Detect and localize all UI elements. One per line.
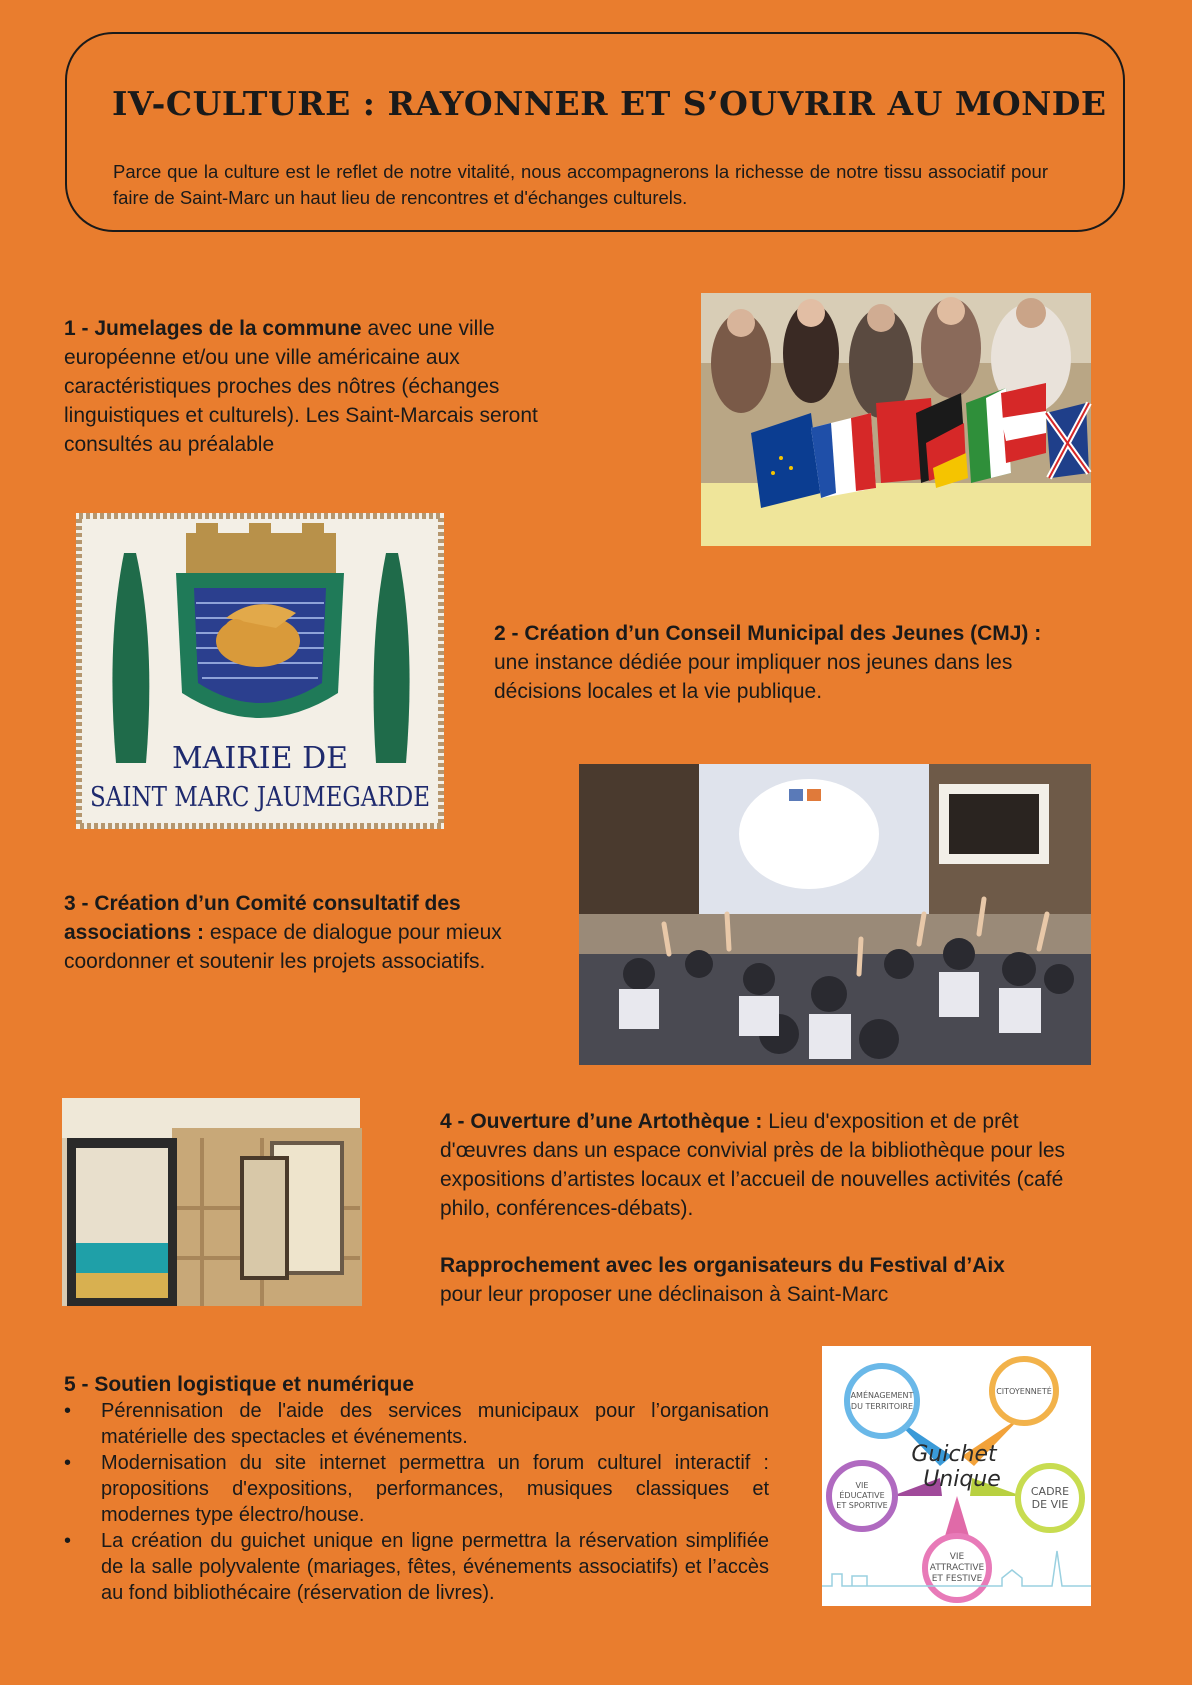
guichet-c3-l1: VIE	[855, 1481, 869, 1490]
section-5	[64, 1372, 769, 1606]
guichet-c3-l2: ÉDUCATIVE	[839, 1491, 885, 1500]
guichet-title-1: Guichet	[911, 1442, 997, 1467]
section-3	[64, 889, 564, 976]
artotheque-photo	[62, 1098, 360, 1306]
section-2	[494, 619, 1094, 706]
section-1-text: avec une ville européenne et/ou une ville américaine aux caractéristiques proches des nôtres (échanges linguistiques et culturels). Les Saint-Marcais seront consultés au préalable	[64, 317, 538, 456]
festival-block	[440, 1251, 1100, 1309]
section-4-heading: 4 - Ouverture d’une Artothèque :	[440, 1110, 763, 1133]
guichet-c1-l1: AMÉNAGEMENT	[850, 1391, 914, 1400]
guichet-c3-l3: ET SPORTIVE	[836, 1501, 888, 1510]
mairie-sign-line2: SAINT MARC JAUMEGARDE	[90, 782, 430, 813]
header-box	[65, 32, 1125, 232]
section-3-heading: 3 - Création d’un Comité consultatif des associations :	[64, 892, 461, 944]
list-item: • Pérennisation de l'aide des services municipaux pour l’organisation matérielle des spectacles et événements.	[64, 1398, 769, 1450]
guichet-c5-l1: VIE	[949, 1552, 965, 1562]
flags-photo	[701, 293, 1091, 546]
section-3-text: espace de dialogue pour mieux coordonner et soutenir les projets associatifs.	[64, 921, 502, 973]
section-1-heading: 1 - Jumelages de la commune	[64, 317, 362, 340]
section-2-text: une instance dédiée pour impliquer nos jeunes dans les décisions locales et la vie publique.	[494, 651, 1013, 703]
guichet-c4-l1: CADRE	[1030, 1485, 1070, 1498]
section-1	[64, 314, 594, 459]
list-item: • Modernisation du site internet permettra un forum culturel interactif : propositions d'expositions, performances, musiques classiques et modernes type électro/house.	[64, 1450, 769, 1528]
guichet-c1-l2: DU TERRITOIRE	[850, 1402, 914, 1411]
guichet-c5-l2: ATTRACTIVE	[929, 1563, 985, 1573]
section-5-heading: 5 - Soutien logistique et numérique	[64, 1373, 415, 1396]
section-4-text: Lieu d'exposition et de prêt d'œuvres dans un espace convivial près de la bibliothèque pour les expositions d’artistes locaux et l’accueil de nouvelles activités (café philo, conférences-débats).	[440, 1110, 1066, 1220]
guichet-c2-l1: CITOYENNETÉ	[996, 1387, 1052, 1396]
mairie-sign-image	[76, 513, 444, 829]
intro-text: Parce que la culture est le reflet de notre vitalité, nous accompagnerons la richesse de notre tissu associatif pour faire de Saint-Marc un haut lieu de rencontres et d'échanges culturels.	[113, 161, 1048, 208]
section-5-list	[64, 1398, 769, 1606]
list-item: • La création du guichet unique en ligne permettra la réservation simplifiée de la salle polyvalente (mariages, fêtes, événements associatifs) et l’accès au fond bibliothécaire (réservation de livres).	[64, 1528, 769, 1606]
page-title: IV-CULTURE : RAYONNER ET S’OUVRIR AU MONDE	[112, 84, 1107, 123]
youth-council-photo	[579, 764, 1091, 1065]
mairie-sign-line1: MAIRIE DE	[171, 741, 349, 776]
festival-text: pour leur proposer une déclinaison à Saint-Marc	[440, 1283, 889, 1306]
section-2-heading: 2 - Création d’un Conseil Municipal des Jeunes (CMJ) :	[494, 622, 1042, 645]
guichet-c4-l2: DE VIE	[1031, 1498, 1069, 1511]
guichet-c5-l3: ET FESTIVE	[931, 1574, 983, 1584]
guichet-title-2: Unique	[923, 1467, 1001, 1492]
section-4	[440, 1107, 1100, 1223]
festival-heading: Rapprochement avec les organisateurs du Festival d’Aix	[440, 1254, 1005, 1277]
guichet-unique-graphic	[822, 1346, 1091, 1606]
